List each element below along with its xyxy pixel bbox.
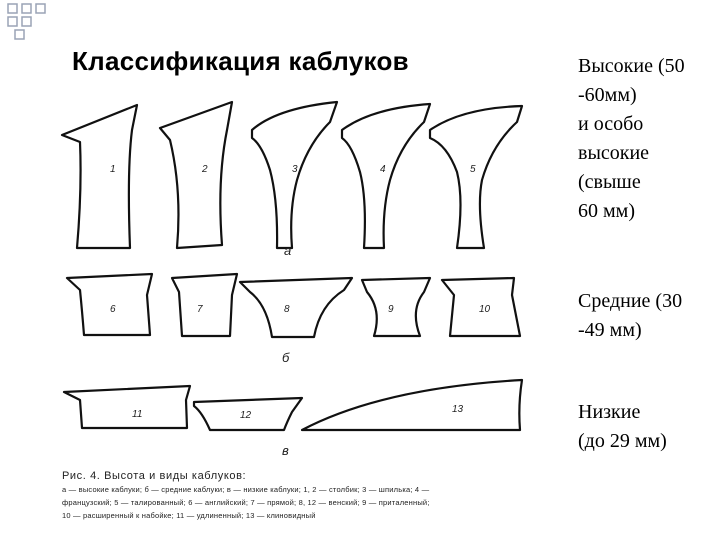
heel-shape-8 xyxy=(240,278,352,337)
group-label-b: б xyxy=(282,350,290,365)
heel-shape-6 xyxy=(67,274,152,335)
group-label-c: в xyxy=(282,443,289,458)
category-low-text xyxy=(578,398,718,456)
category-high-line: и особо xyxy=(578,113,644,135)
heel-shape-7 xyxy=(172,274,237,336)
heel-shape-3 xyxy=(252,102,337,248)
heel-shape-1 xyxy=(62,105,137,248)
heel-label-1: 1 xyxy=(110,164,116,175)
category-high-line: -60мм) xyxy=(578,84,637,106)
heel-shape-4 xyxy=(342,104,430,248)
category-high-line: 60 мм) xyxy=(578,200,635,222)
decorative-squares xyxy=(0,0,70,40)
category-medium-text xyxy=(578,287,718,345)
caption-line: 10 — расширенный к набойке; 11 — удлиненный; 13 — клиновидный xyxy=(62,511,316,520)
group-label-a: а xyxy=(284,243,292,258)
caption-line: французский; 5 — талированный; 6 — английский; 7 — прямой; 8, 12 — венский; 9 — приталенный; xyxy=(62,498,430,507)
heel-label-10: 10 xyxy=(479,304,491,315)
heel-label-5: 5 xyxy=(470,164,476,175)
heel-label-13: 13 xyxy=(452,404,464,415)
heel-shape-10 xyxy=(442,278,520,336)
heel-label-11: 11 xyxy=(132,409,143,420)
heel-shape-9 xyxy=(362,278,430,336)
category-high-line: высокие xyxy=(578,142,650,164)
heel-label-7: 7 xyxy=(197,304,203,315)
heel-label-4: 4 xyxy=(380,164,386,175)
heel-label-2: 2 xyxy=(202,164,208,175)
heel-label-6: 6 xyxy=(110,304,116,315)
heel-shape-12 xyxy=(194,398,302,430)
category-low-line: Низкие xyxy=(578,401,641,423)
category-medium-line: Средние (30 xyxy=(578,290,683,312)
heel-label-8: 8 xyxy=(284,304,290,315)
heels-figure xyxy=(52,100,542,470)
page-title: Классификация каблуков xyxy=(72,46,409,76)
caption-line: а — высокие каблуки; б — средние каблуки; в — низкие каблуки; 1, 2 — столбик; 3 — шпилька; 4 — xyxy=(62,485,430,494)
heel-label-12: 12 xyxy=(240,410,252,421)
heel-label-9: 9 xyxy=(388,304,394,315)
heel-shape-13 xyxy=(302,380,522,430)
category-high-line: (свыше xyxy=(578,171,641,193)
category-medium-line: -49 мм) xyxy=(578,319,642,341)
caption-title: Рис. 4. Высота и виды каблуков: xyxy=(62,470,247,482)
category-high-line: Высокие (50 xyxy=(578,55,685,77)
figure-caption xyxy=(62,470,562,521)
heel-shape-5 xyxy=(430,106,522,248)
heel-label-3: 3 xyxy=(292,164,298,175)
category-high-text xyxy=(578,52,718,226)
category-low-line: (до 29 мм) xyxy=(578,430,667,452)
heel-shape-11 xyxy=(64,386,190,428)
heel-shape-2 xyxy=(160,102,232,248)
